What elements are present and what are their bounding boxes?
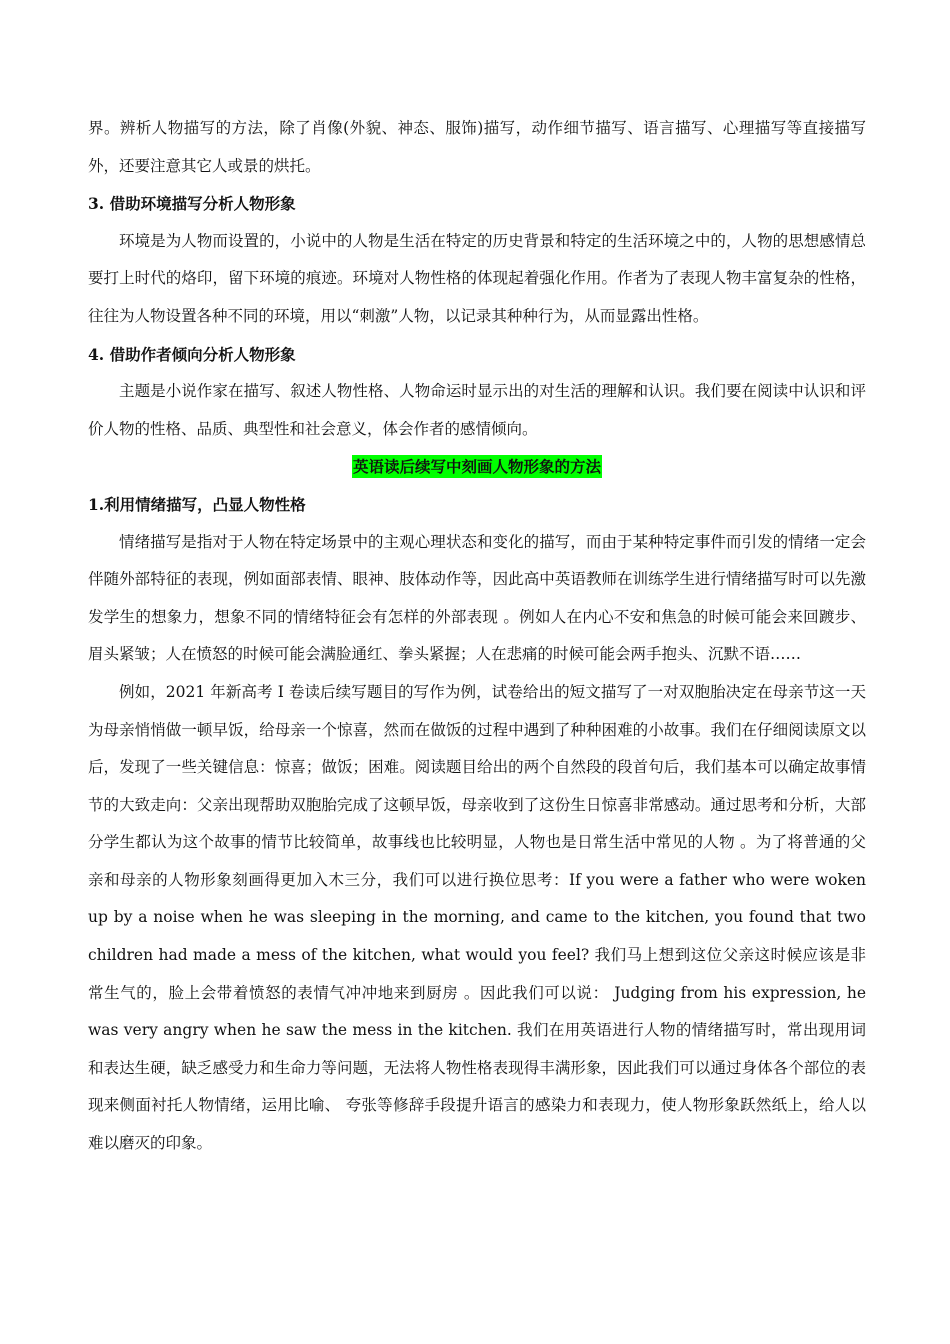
paragraph-intro-continued: 界。辨析人物描写的方法，除了肖像(外貌、神态、服饰)描写，动作细节描写、语言描写、心理描写等直接描写外，还要注意其它人或景的烘托。 [88, 119, 866, 175]
section-title [88, 448, 866, 486]
heading-s1-emotion: 1.利用情绪描写，凸显人物性格 [88, 494, 306, 514]
heading-4-author-tendency: 4. 借助作者倾向分析人物形象 [88, 344, 296, 364]
heading-3-environment: 3. 借助环境描写分析人物形象 [88, 194, 296, 214]
paragraph-author-tendency: 主题是小说作家在描写、叙述人物性格、人物命运时显示出的对生活的理解和认识。我们要在阅读中认识和评价人物的性格、品质、典型性和社会意义，体会作者的感情倾向。 [88, 382, 866, 438]
section-title-highlight: 英语读后续写中刻画人物形象的方法 [352, 457, 601, 477]
paragraph-environment: 环境是为人物而设置的，小说中的人物是生活在特定的历史背景和特定的生活环境之中的，人物的思想感情总要打上时代的烙印，留下环境的痕迹。环境对人物性格的体现起着强化作用。作者为了表现人物丰富复杂的性格，往往为人物设置各种不同的环境，用以“刺激”人物，以记录其种种行为，从而显露出性格。 [88, 231, 866, 325]
paragraph-example-2021: 例如，2021 年新高考 I 卷读后续写题目的写作为例，试卷给出的短文描写了一对双胞胎决定在母亲节这一天为母亲悄悄做一顿早饭，给母亲一个惊喜，然而在做饭的过程中遇到了种种困难的小故事。我们在仔细阅读原文以后，发现了一些关键信息：惊喜；做饭；困难。阅读题目给出的两个自然段的段首句后，我们基本可以确定故事情节的大致走向：父亲出现帮助双胞胎完成了这顿早饭，母亲收到了这份生日惊喜非常感动。通过思考和分析，大部分学生都认为这个故事的情节比较简单，故事线也比较明显，人物也是日常生活中常见的人物 。为了将普通的父亲和母亲的人物形象刻画得更加入木三分，我们可以进行换位思考：If you were a father who were woken up by a noise when he was sleeping in the morning, and came to the kitchen, you found that two children had made a mess of the kitchen, what would you feel? 我们马上想到这位父亲这时候应该是非常生气的，脸上会带着愤怒的表情气冲冲地来到厨房 。因此我们可以说： Judging from his expression, he was very angry when he saw the mess in the kitchen. 我们在用英语进行人物的情绪描写时，常出现用词和表达生硬，缺乏感受力和生命力等问题，无法将人物性格表现得丰满形象，因此我们可以通过身体各个部位的表现来侧面衬托人物情绪，运用比喻、 夸张等修辞手段提升语言的感染力和表现力，使人物形象跃然纸上，给人以难以磨灭的印象。 [88, 682, 866, 1153]
paragraph-emotion-description: 情绪描写是指对于人物在特定场景中的主观心理状态和变化的描写，而由于某种特定事件而引发的情绪一定会伴随外部特征的表现，例如面部表情、眼神、肢体动作等，因此高中英语教师在训练学生进行情绪描写时可以先激发学生的想象力，想象不同的情绪特征会有怎样的外部表现 。例如人在内心不安和焦急的时候可能会来回踱步、眉头紧皱；人在愤怒的时候可能会满脸通红、拳头紧握；人在悲痛的时候可能会两手抱头、沉默不语…… [88, 532, 866, 664]
document-page [88, 110, 866, 1163]
